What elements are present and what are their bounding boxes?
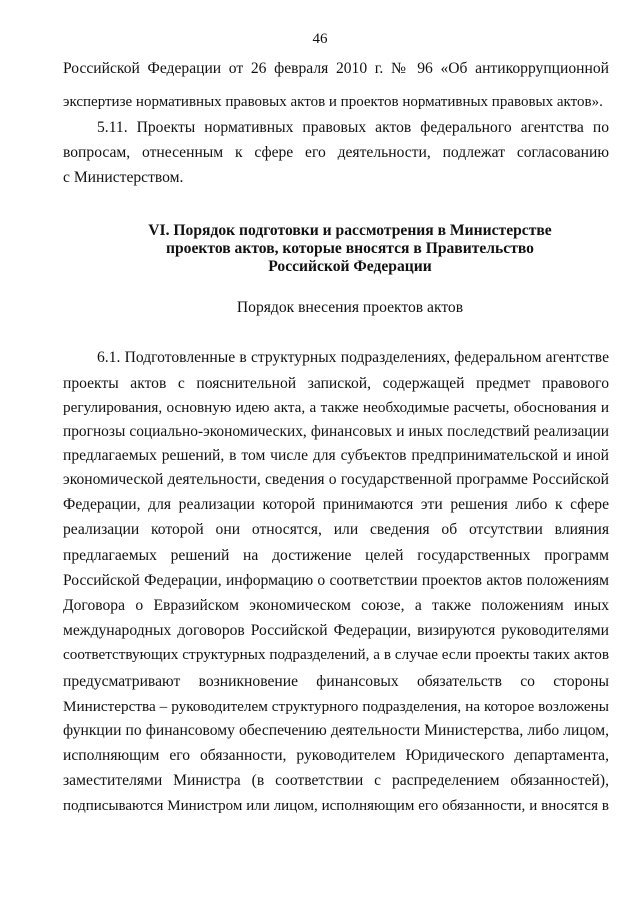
paragraph-3-line: предусматривают возникновение финансовых обязательств со стороны [63,673,609,690]
paragraph-3-line: заместителями Министра (в соответствии с распределением обязанностей), [63,772,609,789]
paragraph-3-line: предлагаемых решений на достижение целей государственных программ [63,547,609,564]
paragraph-3-line: экономической деятельности, сведения о государственной программе Российской [63,471,609,488]
paragraph-3-line: международных договоров Российской Федерации, визируются руководителями [63,622,609,639]
paragraph-3-line: функции по финансовому обеспечению деятельности Министерства, либо лицом, [63,722,609,739]
subheading: Порядок внесения проектов актов [236,299,464,316]
paragraph-3-line: исполняющим его обязанности, руководителем Юридического департамента, [63,747,609,764]
paragraph-3-line: прогнозы социально-экономических, финансовых и иных последствий реализации [63,423,609,440]
paragraph-3-line: Министерства – руководителем структурного подразделения, на которое возложены [63,698,609,715]
paragraph-3-line: подписываются Министром или лицом, исполняющим его обязанности, и вносятся в [63,798,609,814]
paragraph-2-line: 5.11. Проекты нормативных правовых актов федерального агентства по [97,119,609,136]
paragraph-3-line: 6.1. Подготовленные в структурных подразделениях, федеральном агентстве [97,349,609,366]
paragraph-3-line: соответствующих структурных подразделений, а в случае если проекты таких актов [63,646,609,663]
paragraph-3-line: проекты актов с пояснительной запиской, содержащей предмет правового [63,375,609,392]
paragraph-3-line: Федерации, для реализации которой принимаются эти решения либо к сфере [63,496,609,513]
paragraph-3-line: реализации которой они относятся, или сведения об отсутствии влияния [63,521,609,538]
paragraph-1-line: Российской Федерации от 26 февраля 2010 г. № 96 «Об антикоррупционной [63,60,609,77]
page-number: 46 [312,31,328,47]
paragraph-1-line: экспертизе нормативных правовых актов и проектов нормативных правовых актов». [63,94,603,110]
paragraph-3-line: Договора о Евразийском экономическом союзе, а также положениям иных [63,597,609,614]
paragraph-2-line: вопросам, отнесенным к сфере его деятельности, подлежат согласованию [63,144,609,161]
paragraph-3-line: Российской Федерации, информацию о соответствии проектов актов положениям [63,572,609,589]
paragraph-2-line: с Министерством. [63,169,184,186]
paragraph-3-line: предлагаемых решений, в том числе для субъектов предпринимательской и иной [63,447,609,464]
section-heading-line: Российской Федерации [268,258,432,275]
section-heading-line: проектов актов, которые вносятся в Правительство [166,240,534,257]
section-heading-line: VI. Порядок подготовки и рассмотрения в Министерстве [148,222,552,239]
paragraph-3-line: регулирования, основную идею акта, а также необходимые расчеты, обоснования и [63,399,609,416]
